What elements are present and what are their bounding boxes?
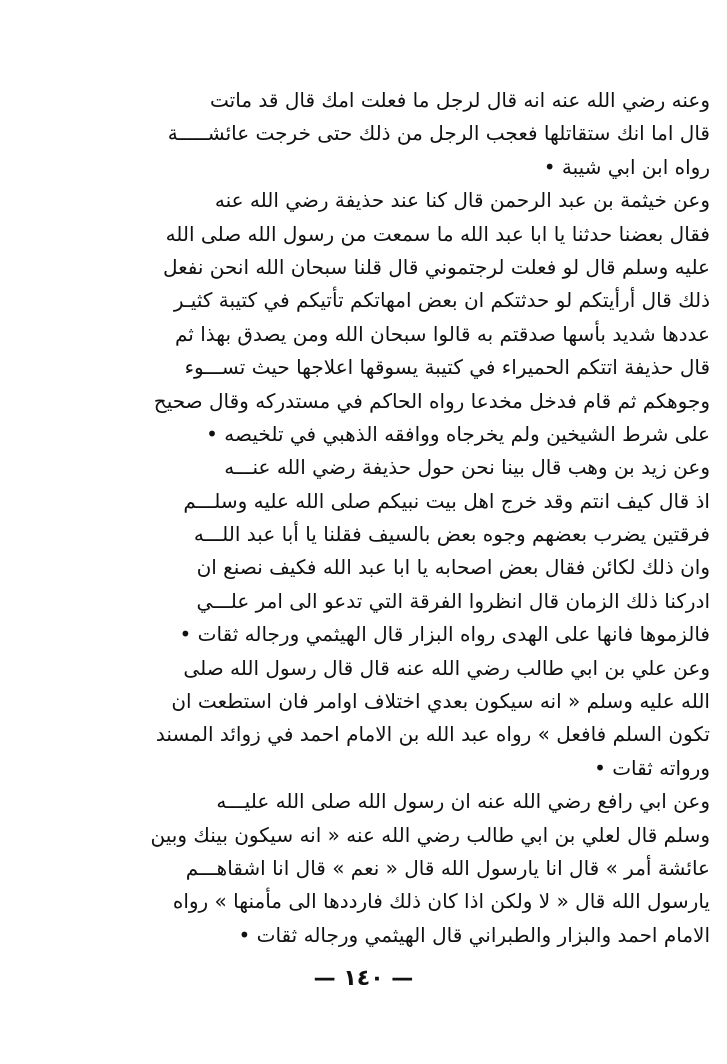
text-line: على شرط الشيخين ولم يخرجاه ووافقه الذهبي في تلخيصه • xyxy=(206,421,710,446)
text-line: فرقتين يضرب بعضهم وجوه بعض بالسيف فقلنا يا أبا عبد اللـــه xyxy=(193,522,710,547)
text-line: ورواته ثقات • xyxy=(594,755,710,780)
text-line: وسلم قال لعلي بن ابي طالب رضي الله عنه « انه سيكون بينك وبين xyxy=(150,822,710,847)
text-line: وعنه رضي الله عنه انه قال لرجل ما فعلت امك قال قد ماتت xyxy=(210,88,710,112)
text-line: يارسول الله قال « لا ولكن اذا كان ذلك فارددها الى مأمنها » رواه xyxy=(172,889,710,914)
text-line: وعن زيد بن وهب قال بينا نحن حول حذيفة رضي الله عنـــه xyxy=(224,455,710,480)
text-line: الامام احمد والبزار والطبراني قال الهيثمي ورجاله ثقات • xyxy=(238,922,710,947)
text-line: ذلك قال أرأيتكم لو حدثتكم ان بعض امهاتكم تأتيكم في كتيبة كثيـر xyxy=(173,288,710,313)
text-line: وان ذلك لكائن فقال بعض اصحابه يا ابا عبد الله فكيف نصنع ان xyxy=(196,555,710,580)
text-line: عائشة أمر » قال انا يارسول الله قال « نعم » قال انا اشقاهـــم xyxy=(185,855,710,880)
text-line: رواه ابن ابي شيبة • xyxy=(543,154,710,179)
text-line: اذ قال كيف انتم وقد خرج اهل بيت نبيكم صلى الله عليه وسلـــم xyxy=(183,488,710,513)
body-text xyxy=(96,84,710,952)
text-line: فقال بعضنا حدثنا يا ابا عبد الله ما سمعت من رسول الله صلى الله xyxy=(165,221,710,246)
text-line: قال اما انك ستقاتلها فعجب الرجل من ذلك حتى خرجت عائشـــــة xyxy=(167,121,710,146)
text-line: ادركنا ذلك الزمان قال انظروا الفرقة التي تدعو الى امر علـــي xyxy=(196,588,710,613)
text-line: عليه وسلم قال لو فعلت لرجتموني قال قلنا سبحان الله انحن نفعل xyxy=(162,254,710,279)
text-line: الله عليه وسلم « انه سيكون بعدي اختلاف اوامر فان استطعت ان xyxy=(171,689,710,714)
text-line: وعن علي بن ابي طالب رضي الله عنه قال قال رسول الله صلى xyxy=(183,655,710,680)
text-line: وعن خيثمة بن عبد الرحمن قال كنا عند حذيفة رضي الله عنه xyxy=(214,188,710,213)
text-line: عددها شديد بأسها صدقتم به قالوا سبحان الله ومن يصدق بهذا ثم xyxy=(175,321,710,346)
text-line: وجوهكم ثم قام فدخل مخدعا رواه الحاكم في مستدركه وقال صحيح xyxy=(153,388,710,413)
text-line: وعن ابي رافع رضي الله عنه ان رسول الله صلى الله عليـــه xyxy=(216,789,710,814)
text-line: تكون السلم فافعل » رواه عبد الله بن الامام احمد في زوائد المسند xyxy=(155,722,710,747)
page-number: — ١٤٠ — xyxy=(313,966,414,991)
text-line: قال حذيفة اتتكم الحميراء في كتيبة يسوقها اعلاجها حيث تســـوء xyxy=(184,355,710,380)
text-line: فالزموها فانها على الهدى رواه البزار قال الهيثمي ورجاله ثقات • xyxy=(179,622,710,647)
